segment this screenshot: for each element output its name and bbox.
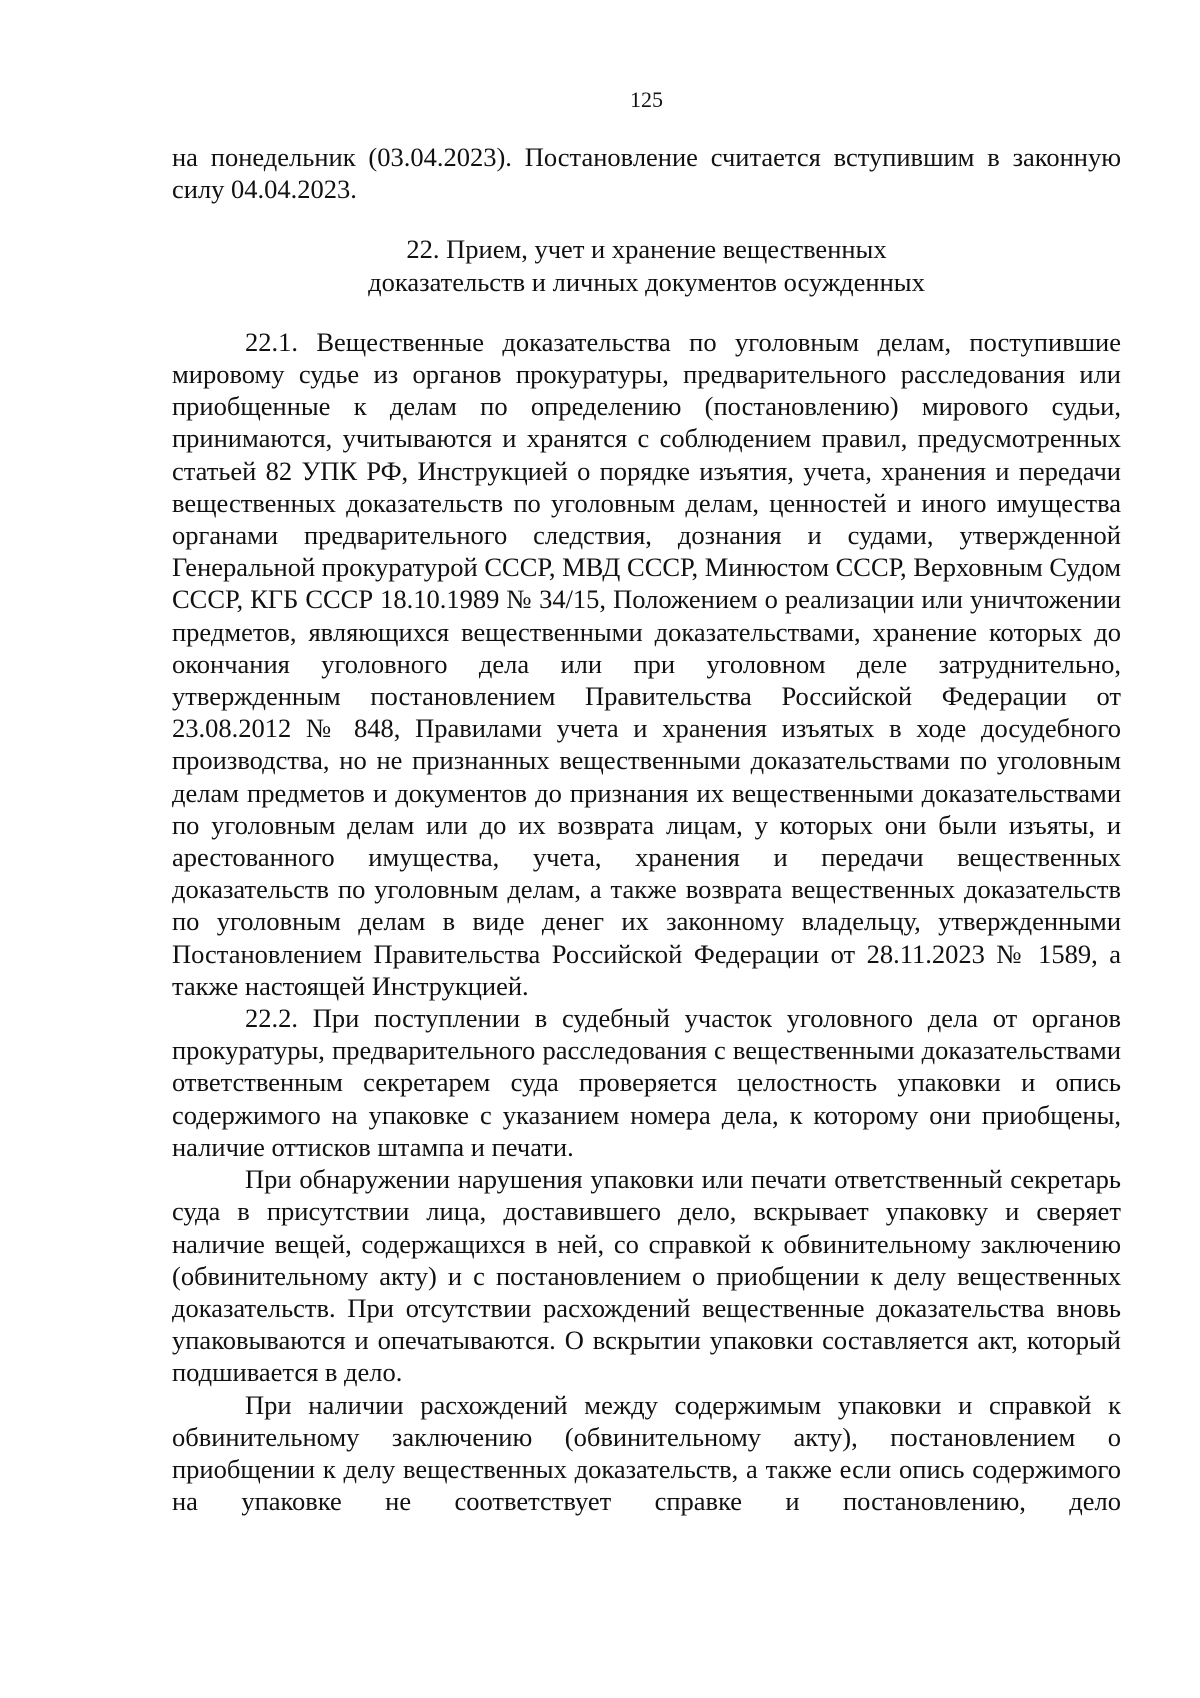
section-title-line-2: доказательств и личных документов осужденных (368, 266, 925, 297)
section-title-line-1: 22. Прием, учет и хранение вещественных (406, 234, 887, 265)
document-body (172, 141, 1121, 1517)
paragraph-22-2: 22.2. При поступлении в судебный участок уголовного дела от органов прокуратуры, предварительного расследования с вещественными доказательствами ответственным секретарем суда проверяется целостность упаковки и опись содержимого на упаковке с указанием номера дела, к которому они приобщены, наличие оттисков штампа и печати. (172, 1003, 1121, 1162)
section-heading (172, 233, 1121, 297)
paragraph-packaging-violation: При обнаружении нарушения упаковки или печати ответственный секретарь суда в присутствии лица, доставившего дело, вскрывает упаковку и сверяет наличие вещей, содержащихся в ней, со справкой к обвинительному заключению (обвинительному акту) и с постановлением о приобщении к делу вещественных доказательств. При отсутствии расхождений вещественные доказательства вновь упаковываются и опечатываются. О вскрытии упаковки составляется акт, который подшивается в дело. (172, 1164, 1121, 1388)
paragraph-discrepancies: При наличии расхождений между содержимым упаковки и справкой к обвинительному заключению (обвинительному акту), постановлением о приобщении к делу вещественных доказательств, а также если опись содержимого на упаковке не соответствует справке и постановлению, дело (172, 1389, 1121, 1517)
continuation-paragraph: на понедельник (03.04.2023). Постановление считается вступившим в законную силу 04.04.2023. (172, 142, 1121, 205)
page-number: 125 (630, 87, 663, 112)
paragraph-22-1: 22.1. Вещественные доказательства по уголовным делам, поступившие мировому судье из органов прокуратуры, предварительного расследования или приобщенные к делам по определению (постановлению) мирового судьи, принимаются, учитываются и хранятся с соблюдением правил, предусмотренных статьей 82 УПК РФ, Инструкцией о порядке изъятия, учета, хранения и передачи вещественных доказательств по уголовным делам, ценностей и иного имущества органами предварительного следствия, дознания и судами, утвержденной Генеральной прокуратурой СССР, МВД СССР, Минюстом СССР, Верховным Судом СССР, КГБ СССР 18.10.1989 № 34/15, Положением о реализации или уничтожении предметов, являющихся вещественными доказательствами, хранение которых до окончания уголовного дела или при уголовном деле затруднительно, утвержденным постановлением Правительства Российской Федерации от 23.08.2012 № 848, Правилами учета и хранения изъятых в ходе досудебного производства, но не признанных вещественными доказательствами по уголовным делам предметов и документов до признания их вещественными доказательствами по уголовным делам или до их возврата лицам, у которых они были изъяты, и арестованного имущества, учета, хранения и передачи вещественных доказательств по уголовным делам, а также возврата вещественных доказательств по уголовным делам в виде денег их законному владельцу, утвержденными Постановлением Правительства Российской Федерации от 28.11.2023 № 1589, а также настоящей Инструкцией. (172, 326, 1121, 1001)
